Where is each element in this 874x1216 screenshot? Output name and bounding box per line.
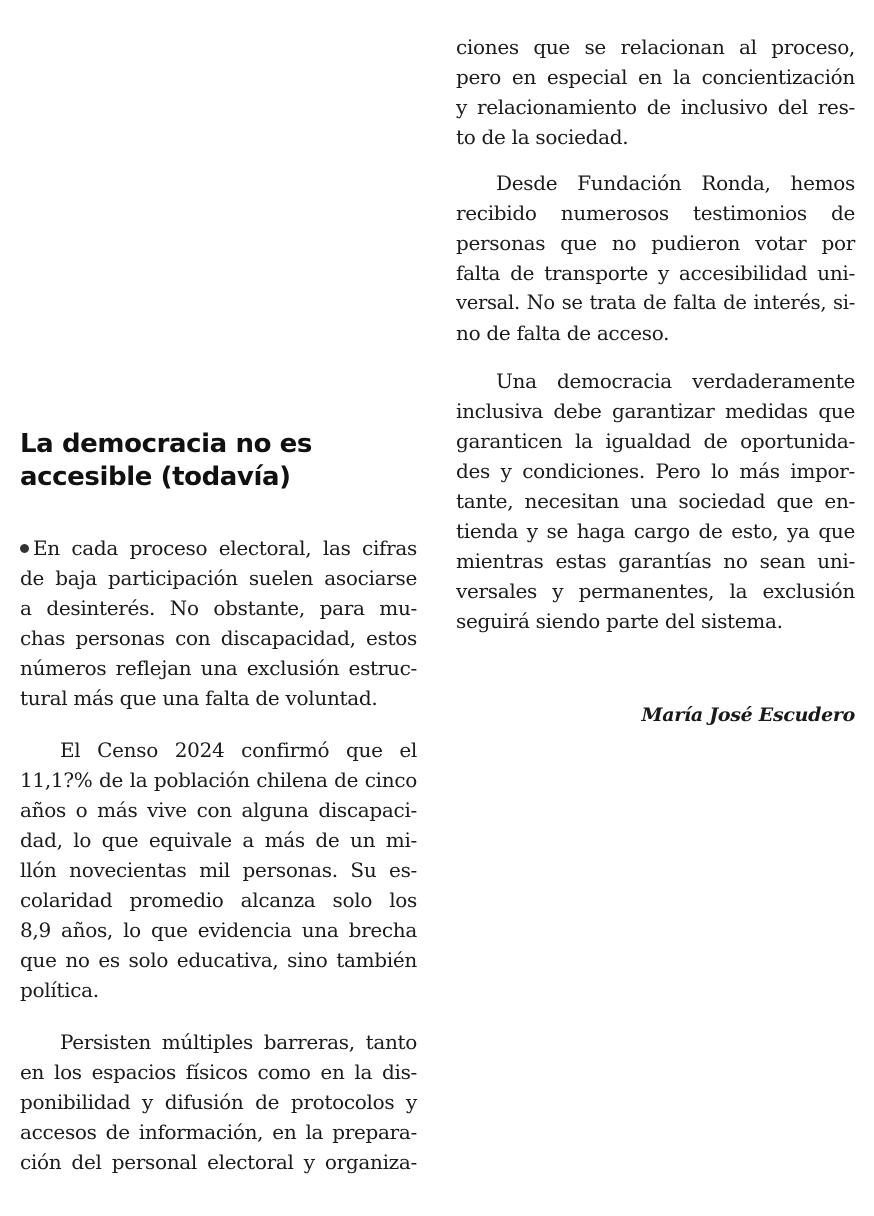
body-line: mientras estas garantías no sean uni- — [456, 549, 855, 573]
body-line: a desinterés. No obstante, para mu- — [20, 596, 417, 620]
article-headline — [20, 428, 420, 494]
body-line: dad, lo que equivale a más de un mi- — [20, 828, 417, 852]
body-line: recibido numerosos testimonios de — [456, 201, 855, 225]
body-line: política. — [20, 978, 99, 1002]
body-line: no de falta de acceso. — [456, 321, 670, 345]
bullet-icon — [20, 544, 29, 553]
body-line: inclusiva debe garantizar medidas que — [456, 399, 855, 423]
body-line: pero en especial en la concientización — [456, 65, 855, 89]
body-line: tante, necesitan una sociedad que en- — [456, 489, 855, 513]
headline-line-2: accesible (todavía) — [20, 462, 291, 492]
headline-line-1: La democracia no es — [20, 429, 312, 459]
body-line: des y condiciones. Pero lo más impor- — [456, 459, 855, 483]
paragraph-first-line: Persisten múltiples barreras, tanto — [60, 1030, 417, 1054]
body-line: chas personas con discapacidad, estos — [20, 626, 417, 650]
body-line: En cada proceso electoral, las cifras — [20, 533, 417, 563]
body-line: falta de transporte y accesibilidad uni- — [456, 261, 855, 285]
body-line: números reflejan una exclusión estruc- — [20, 656, 417, 680]
body-line: ciones que se relacionan al proceso, — [456, 35, 855, 59]
body-line: personas que no pudieron votar por — [456, 231, 855, 255]
body-line: y relacionamiento de inclusivo del res- — [456, 95, 855, 119]
paragraph-first-line: El Censo 2024 confirmó que el — [60, 738, 417, 762]
body-line: 8,9 años, lo que evidencia una brecha — [20, 918, 417, 942]
body-line: garanticen la igualdad de oportunida- — [456, 429, 855, 453]
paragraph-first-line: Una democracia verdaderamente — [496, 369, 855, 393]
body-line: versales y permanentes, la exclusión — [456, 579, 855, 603]
body-line: ponibilidad y difusión de protocolos y — [20, 1090, 417, 1114]
body-line: ción del personal electoral y organiza- — [20, 1150, 417, 1174]
body-line: años o más vive con alguna discapaci- — [20, 798, 417, 822]
body-line: accesos de información, en la prepara- — [20, 1120, 417, 1144]
body-line: en los espacios físicos como en la dis- — [20, 1060, 417, 1084]
body-line: versal. No se trata de falta de interés, si- — [456, 291, 855, 314]
body-line: tienda y se haga cargo de esto, ya que — [456, 519, 855, 543]
body-line: seguirá siendo parte del sistema. — [456, 609, 783, 633]
body-line: de baja participación suelen asociarse — [20, 566, 417, 590]
body-line: colaridad promedio alcanza solo los — [20, 888, 417, 912]
body-line: to de la sociedad. — [456, 125, 629, 149]
author-signature: María José Escudero — [641, 704, 855, 726]
paragraph-first-line: Desde Fundación Ronda, hemos — [496, 171, 855, 195]
body-line: 11,1?% de la población chilena de cinco — [20, 768, 417, 792]
body-line: llón novecientas mil personas. Su es- — [20, 858, 417, 882]
body-line: tural más que una falta de voluntad. — [20, 686, 378, 710]
body-line: que no es solo educativa, sino también — [20, 948, 417, 972]
